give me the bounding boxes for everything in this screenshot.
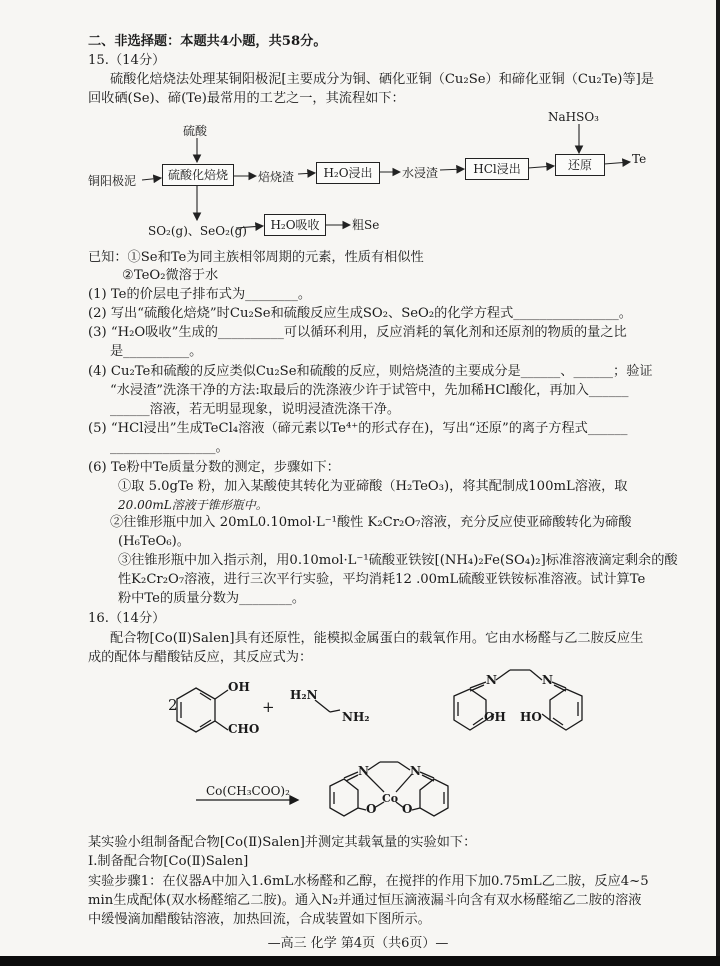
q16-intro-2: 成的配体与醋酸钴反应，其反应式为：: [88, 650, 313, 665]
q15-part-5: (5) “HCl浸出”生成TeCl₄溶液（碲元素以Te⁴⁺的形式存在)，写出“还原”的离子方程式______: [88, 421, 628, 436]
page-footer: —高三 化学 第4页（共6页）—: [267, 936, 449, 951]
q16-intro-1: 配合物[Co(Ⅱ)Salen]具有还原性，能模拟金属蛋白的载氧作用。它由水杨醛与乙二胺反应生: [110, 631, 644, 646]
q15-part-2: (2) 写出“硫酸化焙烧”时Cu₂Se和硫酸反应生成SO₂、SeO₂的化学方程式________________。: [88, 306, 632, 321]
q15-step-3: ③往锥形瓶中加入指示剂，用0.10mol·L⁻¹硫酸亚铁铵[(NH₄)₂Fe(SO₄)₂]标准溶液滴定剩余的酸: [118, 553, 678, 568]
scan-edge-bottom: [0, 956, 720, 966]
ligand-n-right: N: [542, 673, 553, 687]
complex-n-right: N: [410, 764, 421, 778]
q15-part-1: (1) Te的价层电子排布式为________。: [88, 287, 312, 302]
reagent-cobalt-acetate: Co(CH₃COO)₂: [206, 784, 290, 798]
flow-product-te: Te: [632, 152, 647, 166]
q15-header: 15.（14分）: [88, 53, 166, 68]
q15-step-1b: 20.00mL溶液于锥形瓶中。: [118, 498, 268, 512]
q15-step-2b: (H₆TeO₆)。: [118, 534, 190, 549]
q15-part-5b: ________________。: [110, 440, 229, 455]
known-2: ②TeO₂微溶于水: [122, 268, 219, 283]
q15-step-1: ①取 5.0gTe 粉，加入某酸使其转化为亚碲酸（H₂TeO₃)，将其配制成100mL溶液，取: [118, 479, 628, 494]
reaction-structures: [0, 660, 716, 835]
complex-o-right: O: [402, 802, 413, 816]
reagent-sulfuric-acid: 硫酸: [183, 124, 208, 138]
q15-intro-1: 硫酸化焙烧法处理某铜阳极泥[主要成分为铜、硒化亚铜（Cu₂Se）和碲化亚铜（Cu₂Te)等]是: [110, 72, 654, 87]
q15-part-4: (4) Cu₂Te和硫酸的反应类似Cu₂Se和硫酸的反应，则焙烧渣的主要成分是______、______；验证: [88, 364, 653, 379]
q16-step-1a: 实验步骤1：在仪器A中加入1.6mL水杨醛和乙醇，在搅拌的作用下加0.75mL乙二胺，反应4~5: [88, 874, 649, 889]
flow-crude-se: 粗Se: [352, 218, 380, 232]
q15-step-2: ②往锥形瓶中加入 20mL0.10mol·L⁻¹酸性 K₂Cr₂O₇溶液，充分反应使亚碲酸转化为碲酸: [110, 515, 632, 530]
flow-gases: SO₂(g)、SeO₂(g): [148, 224, 247, 238]
flow-start: 铜阳极泥: [88, 174, 137, 188]
known-1: 已知：①Se和Te为同主族相邻周期的元素，性质有相似性: [88, 250, 424, 265]
q15-step-3c: 粉中Te的质量分数为________。: [118, 591, 306, 606]
box-water-absorb: H₂O吸收: [264, 214, 326, 236]
q16-header: 16.（14分）: [88, 611, 166, 626]
scan-edge-right: [716, 0, 720, 966]
box-reduction: 还原: [555, 154, 605, 176]
box-sulfation-roast: 硫酸化焙烧: [162, 164, 234, 186]
plus-sign: +: [262, 698, 275, 716]
q15-part-3b: 是__________。: [110, 344, 203, 359]
reagent-nahso3: NaHSO₃: [548, 110, 599, 124]
q15-intro-2: 回收硒(Se)、碲(Te)最常用的工艺之一，其流程如下：: [88, 91, 405, 106]
q16-exp-intro: 某实验小组制备配合物[Co(Ⅱ)Salen]并测定其载氧量的实验如下：: [88, 835, 477, 850]
complex-n-left: N: [358, 764, 369, 778]
flow-water-residue: 水浸渣: [402, 166, 439, 180]
flow-arrows: [0, 0, 716, 260]
q15-part-4b: “水浸渣”洗涤干净的方法:取最后的洗涤液少许于试管中，先加稀HCl酸化，再加入______: [110, 383, 629, 398]
q15-part-6: (6) Te粉中Te质量分数的测定，步骤如下：: [88, 460, 340, 475]
q15-step-3b: 性K₂Cr₂O₇溶液，进行三次平行实验，平均消耗12 .00mL硫酸亚铁铵标准溶液。试计算Te: [118, 572, 646, 587]
label-h2n: H₂N: [290, 688, 318, 702]
q15-part-4c: ______溶液，若无明显现象，说明浸渣洗涤干净。: [110, 402, 401, 417]
label-cho: CHO: [228, 722, 260, 736]
q16-part-1: Ⅰ.制备配合物[Co(Ⅱ)Salen]: [88, 854, 249, 869]
box-water-leach: H₂O浸出: [316, 162, 380, 184]
label-oh: OH: [228, 680, 250, 694]
complex-o-left: O: [366, 802, 377, 816]
q16-step-1b: min生成配体(双水杨醛缩乙二胺)。通入N₂并通过恒压滴液漏斗向含有双水杨醛缩乙二胺的溶液: [88, 893, 642, 908]
label-nh2: NH₂: [342, 710, 370, 724]
ligand-ho: HO: [520, 710, 542, 724]
ligand-n-left: N: [486, 673, 497, 687]
coefficient-2: 2: [168, 696, 178, 714]
q15-part-3: (3) “H₂O吸收”生成的__________可以循环利用，反应消耗的氧化剂和还原剂的物质的量之比: [88, 325, 627, 340]
section-title: 二、非选择题：本题共4小题，共58分。: [88, 34, 327, 49]
complex-co: Co: [382, 792, 399, 805]
ligand-oh: OH: [484, 710, 506, 724]
box-hcl-leach: HCl浸出: [465, 158, 529, 180]
reaction-scheme: [0, 660, 716, 835]
flow-roast-residue: 焙烧渣: [258, 170, 295, 184]
q16-step-1c: 中缓慢滴加醋酸钴溶液，加热回流，合成装置如下图所示。: [88, 912, 431, 927]
